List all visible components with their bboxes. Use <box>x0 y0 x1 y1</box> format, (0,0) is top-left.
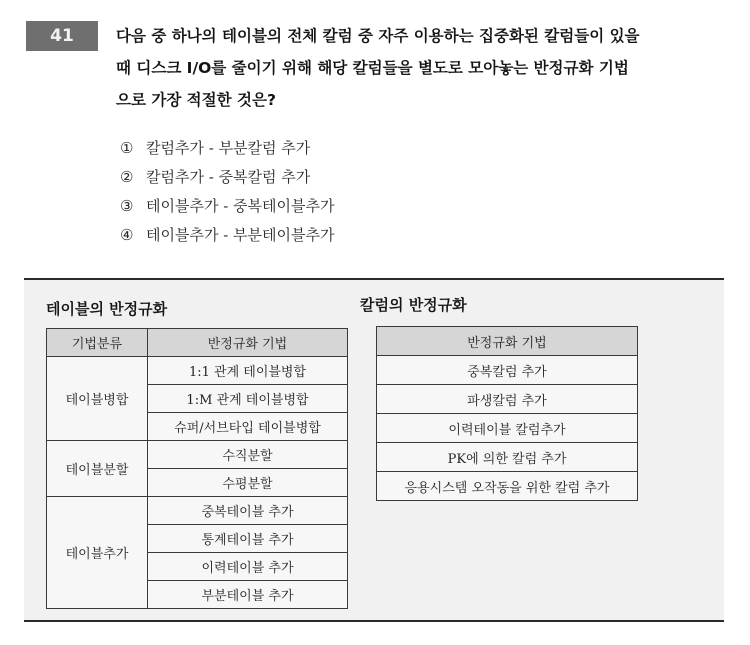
header-technique: 반정규화 기법 <box>377 327 638 356</box>
technique-cell: 1:M 관계 테이블병합 <box>148 385 348 413</box>
technique-cell: 수직분할 <box>148 441 348 469</box>
table-denormalization-table <box>46 328 348 609</box>
category-cell: 테이블분할 <box>47 441 148 497</box>
table-row <box>47 357 348 385</box>
choice-4[interactable] <box>120 221 335 250</box>
table-header-row <box>47 329 348 357</box>
table-section-title: 테이블의 반정규화 <box>46 300 168 318</box>
technique-cell: 파생칼럼 추가 <box>377 385 638 414</box>
reference-box <box>24 278 724 622</box>
table-row <box>377 385 638 414</box>
technique-cell: 슈퍼/서브타입 테이블병합 <box>148 413 348 441</box>
choice-mark: ② <box>120 168 134 186</box>
question-number: 41 <box>26 21 98 51</box>
category-cell: 테이블병합 <box>47 357 148 441</box>
technique-cell: 응용시스템 오작동을 위한 칼럼 추가 <box>377 472 638 501</box>
column-section-title: 칼럼의 반정규화 <box>360 296 467 314</box>
table-row <box>377 443 638 472</box>
technique-cell: PK에 의한 칼럼 추가 <box>377 443 638 472</box>
table-header-row <box>377 327 638 356</box>
choice-text: 테이블추가 - 부분테이블추가 <box>146 226 335 244</box>
technique-cell: 통계테이블 추가 <box>148 525 348 553</box>
header-category: 기법분류 <box>47 329 148 357</box>
category-cell: 테이블추가 <box>47 497 148 609</box>
choice-text: 칼럼추가 - 부분칼럼 추가 <box>146 139 311 157</box>
table-row <box>377 356 638 385</box>
choice-2[interactable] <box>120 163 335 192</box>
technique-cell: 중복칼럼 추가 <box>377 356 638 385</box>
technique-cell: 수평분할 <box>148 469 348 497</box>
column-denormalization-table <box>376 326 638 501</box>
choice-mark: ③ <box>120 197 134 215</box>
question-text: 다음 중 하나의 테이블의 전체 칼럼 중 자주 이용하는 집중화된 칼럼들이 있을 때 디스크 I/O를 줄이기 위해 해당 칼럼들을 별도로 모아놓는 반정규화 기법 으로 가장 적절한 것은? <box>116 27 640 109</box>
choice-1[interactable] <box>120 134 335 163</box>
choice-mark: ① <box>120 139 134 157</box>
table-row <box>377 414 638 443</box>
technique-cell: 이력테이블 추가 <box>148 553 348 581</box>
choice-text: 테이블추가 - 중복테이블추가 <box>146 197 335 215</box>
technique-cell: 이력테이블 칼럼추가 <box>377 414 638 443</box>
choice-text: 칼럼추가 - 중복칼럼 추가 <box>146 168 311 186</box>
technique-cell: 1:1 관계 테이블병합 <box>148 357 348 385</box>
technique-cell: 중복테이블 추가 <box>148 497 348 525</box>
choice-mark: ④ <box>120 226 134 244</box>
table-row <box>377 472 638 501</box>
table-row <box>47 441 348 469</box>
choice-3[interactable] <box>120 192 335 221</box>
header-technique: 반정규화 기법 <box>148 329 348 357</box>
table-row <box>47 497 348 525</box>
choice-list <box>120 134 335 250</box>
technique-cell: 부분테이블 추가 <box>148 581 348 609</box>
